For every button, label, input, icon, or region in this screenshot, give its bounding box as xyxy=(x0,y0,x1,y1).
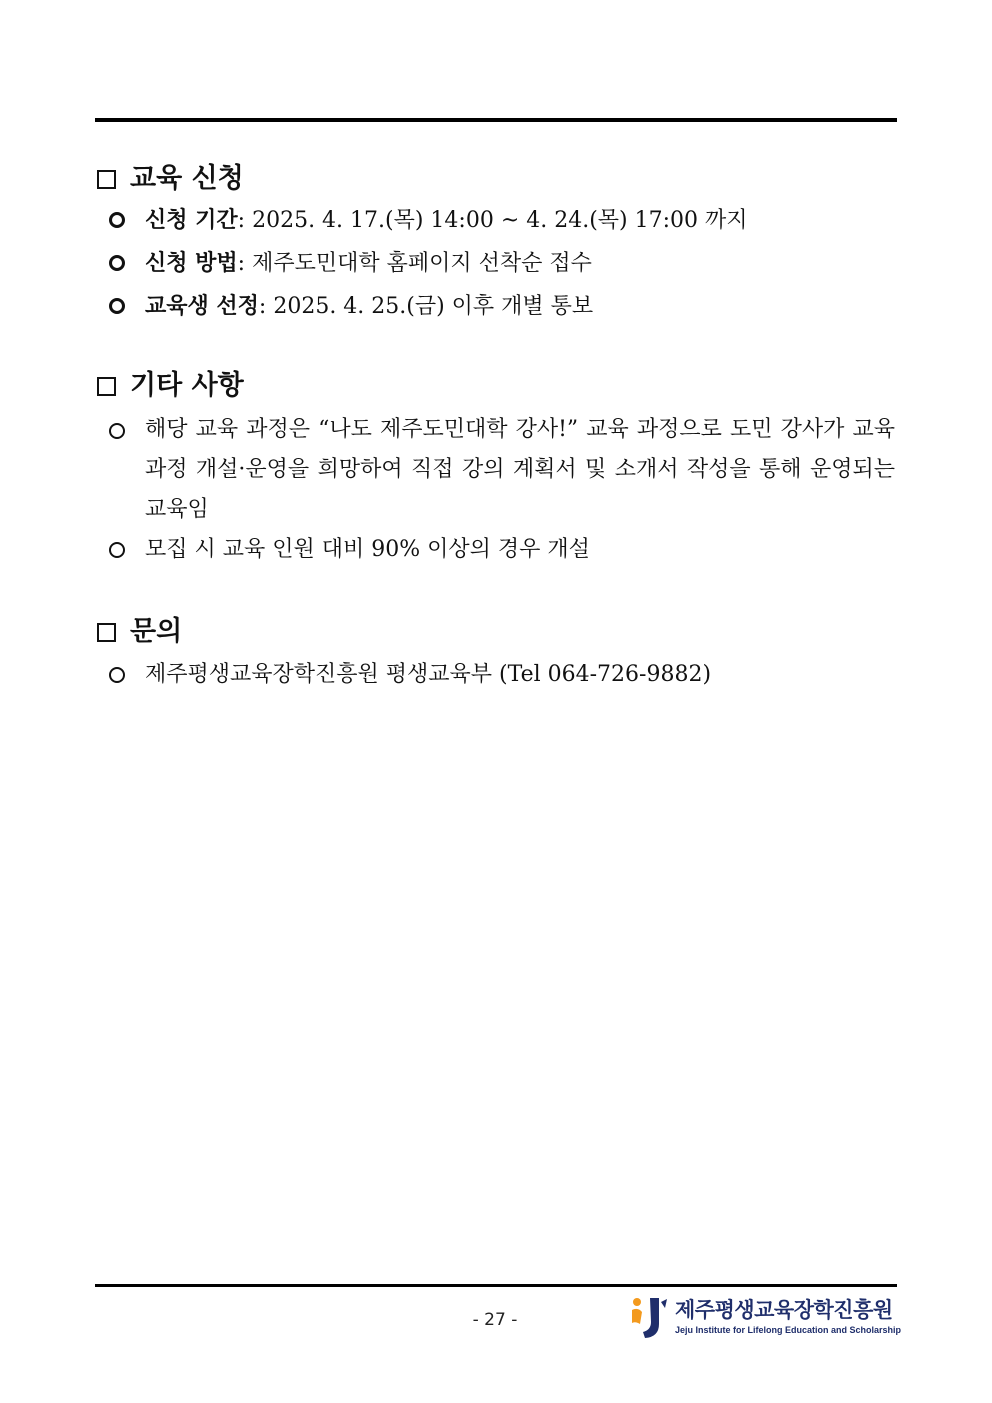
section-title-text: 기타 사항 xyxy=(130,370,244,401)
circle-bullet-icon xyxy=(109,667,125,683)
bottom-rule xyxy=(95,1284,897,1287)
item-text: : 2025. 4. 17.(목) 14:00 ~ 4. 24.(목) 17:00 까지 xyxy=(237,208,748,233)
item-text: 제주평생교육장학진흥원 평생교육부 (Tel 064-726-9882) xyxy=(145,662,712,687)
institute-logo xyxy=(628,1294,902,1340)
item-text: 해당 교육 과정은 “나도 제주도민대학 강사!” 교육 과정으로 도민 강사가 교육과정 개설·운영을 희망하여 직접 강의 계획서 및 소개서 작성을 통해 운영되는 교육임 xyxy=(145,417,895,522)
logo-english-name: Jeju Institute for Lifelong Education and Scholarship xyxy=(675,1325,902,1335)
section-title-text: 교육 신청 xyxy=(130,163,244,194)
list-item xyxy=(97,530,897,570)
item-text: : 제주도민대학 홈페이지 선착순 접수 xyxy=(237,251,592,276)
section-title-text: 문의 xyxy=(130,616,183,647)
section-inquiry xyxy=(97,614,897,696)
square-bullet-icon xyxy=(97,623,116,642)
item-label: 신청 기간 xyxy=(145,207,238,233)
section-other-notes xyxy=(97,368,897,570)
section-title xyxy=(97,368,897,404)
list-item xyxy=(97,285,897,328)
list-item xyxy=(97,410,897,530)
page-number: - 27 - xyxy=(472,1310,518,1330)
list-item xyxy=(97,242,897,285)
circle-bullet-icon xyxy=(109,542,125,558)
circle-bullet-icon xyxy=(109,255,125,271)
circle-bullet-icon xyxy=(109,423,125,439)
institute-logo-mark-icon xyxy=(628,1294,668,1340)
list-item xyxy=(97,654,897,696)
section-application xyxy=(97,161,897,328)
square-bullet-icon xyxy=(97,377,116,396)
section-title xyxy=(97,614,897,650)
logo-korean-name: 제주평생교육장학진흥원 xyxy=(675,1298,893,1322)
square-bullet-icon xyxy=(97,170,116,189)
top-rule xyxy=(95,118,897,122)
item-text: 모집 시 교육 인원 대비 90% 이상의 경우 개설 xyxy=(145,537,590,562)
list-item xyxy=(97,199,897,242)
item-label: 교육생 선정 xyxy=(145,293,259,319)
circle-bullet-icon xyxy=(109,212,125,228)
item-text: : 2025. 4. 25.(금) 이후 개별 통보 xyxy=(258,294,594,319)
circle-bullet-icon xyxy=(109,298,125,314)
item-label: 신청 방법 xyxy=(145,250,238,276)
section-title xyxy=(97,161,897,197)
